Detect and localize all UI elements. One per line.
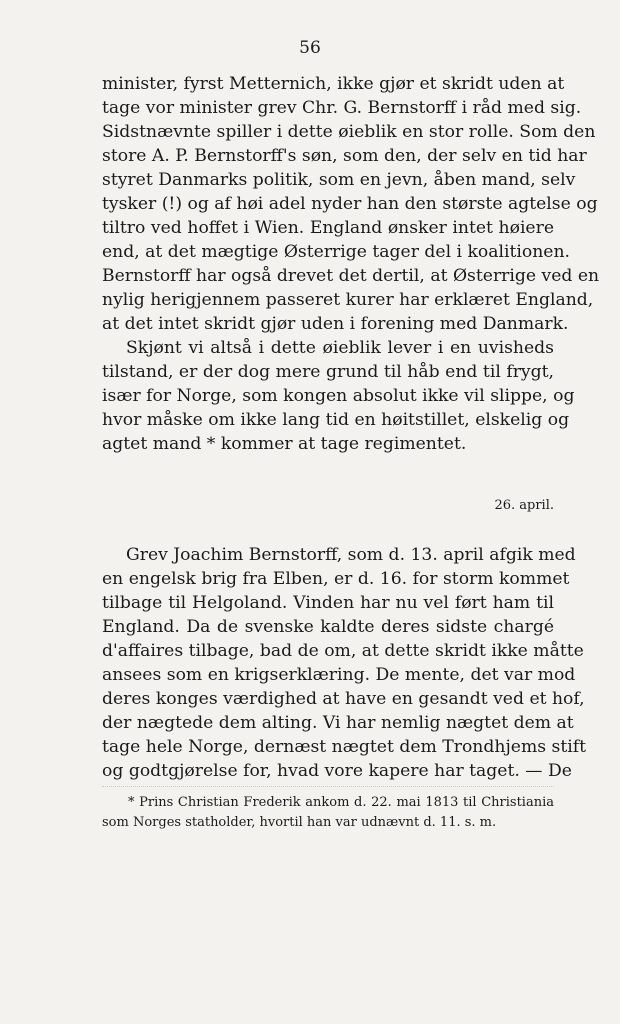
text-line: især for Norge, som kongen absolut ikke vil slippe, og: [102, 386, 575, 406]
text-line: tage hele Norge, dernæst nægtet dem Trondhjems stift: [102, 737, 587, 757]
text-line: store A. P. Bernstorff's søn, som den, der selv en tid har: [102, 146, 587, 166]
footnote-line: * Prins Christian Frederik ankom d. 22. mai 1813 til Christiania: [128, 795, 554, 810]
text-line: Grev Joachim Bernstorff, som d. 13. april afgik med: [126, 545, 576, 565]
text-line: og godtgjørelse for, hvad vore kapere har taget. — De: [102, 761, 572, 781]
text-line: styret Danmarks politik, som en jevn, åben mand, selv: [102, 170, 576, 190]
text-line: minister, fyrst Metternich, ikke gjør et skridt uden at: [102, 74, 565, 94]
footnote-line: som Norges statholder, hvortil han var udnævnt d. 11. s. m.: [102, 815, 497, 830]
text-line: tage vor minister grev Chr. G. Bernstorff i råd med sig.: [102, 98, 582, 118]
text-line: tiltro ved hoffet i Wien. England ønsker intet høiere: [102, 218, 554, 238]
footnote-divider: [102, 786, 554, 787]
text-line: d'affaires tilbage, bad de om, at dette skridt ikke måtte: [102, 641, 584, 661]
date-heading: 26. april.: [494, 498, 554, 513]
text-line: tilstand, er der dog mere grund til håb end til frygt,: [102, 362, 554, 382]
text-line: England. Da de svenske kaldte deres sidste chargé: [102, 617, 554, 637]
text-line: agtet mand * kommer at tage regimentet.: [102, 434, 467, 454]
text-line: end, at det mægtige Østerrige tager del i koalitionen.: [102, 242, 571, 262]
text-line: nylig herigjennem passeret kurer har erklæret England,: [102, 290, 594, 310]
page-number: 56: [299, 38, 321, 58]
text-line: Bernstorff har også drevet det dertil, at Østerrige ved en: [102, 266, 600, 286]
text-line: tilbage til Helgoland. Vinden har nu vel ført ham til: [102, 593, 554, 613]
text-line: hvor måske om ikke lang tid en høitstillet, elskelig og: [102, 410, 570, 430]
text-line: en engelsk brig fra Elben, er d. 16. for storm kommet: [102, 569, 570, 589]
text-line: deres konges værdighed at have en gesandt ved et hof,: [102, 689, 585, 709]
text-line: tysker (!) og af høi adel nyder han den største agtelse og: [102, 194, 598, 214]
text-line: der nægtede dem alting. Vi har nemlig nægtet dem at: [102, 713, 574, 733]
text-line: Skjønt vi altså i dette øieblik lever i en uvisheds: [126, 338, 554, 358]
text-line: at det intet skridt gjør uden i forening med Danmark.: [102, 314, 569, 334]
text-line: Sidstnævnte spiller i dette øieblik en stor rolle. Som den: [102, 122, 596, 142]
text-line: ansees som en krigserklæring. De mente, det var mod: [102, 665, 576, 685]
